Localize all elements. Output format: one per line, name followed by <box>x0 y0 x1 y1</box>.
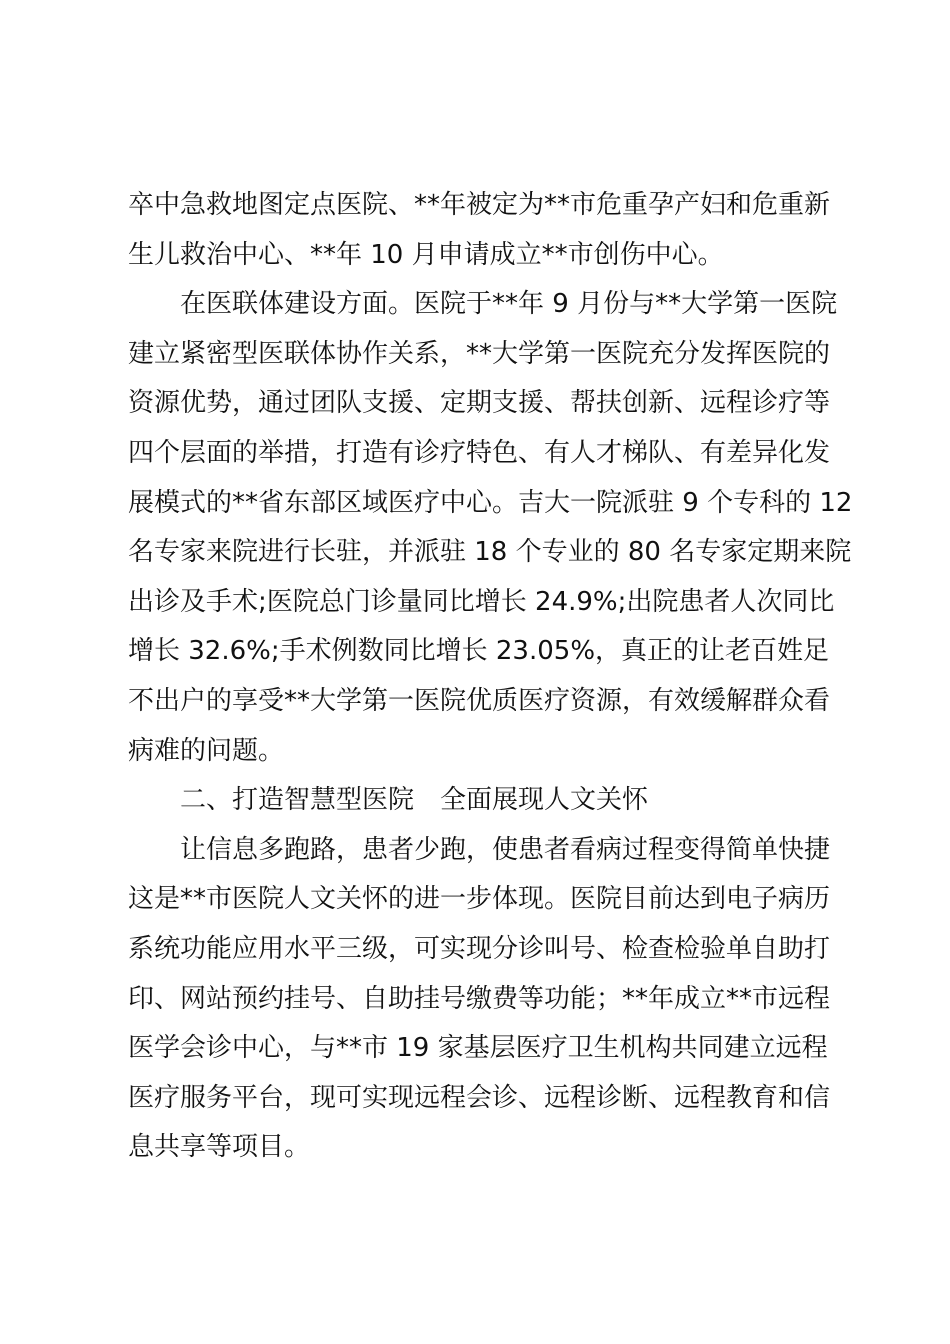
text-line: 不出户的享受**大学第一医院优质医疗资源，有效缓解群众看 <box>128 685 831 716</box>
text-line: 建立紧密型医联体协作关系，**大学第一医院充分发挥医院的 <box>128 338 831 369</box>
text-line: 展模式的**省东部区域医疗中心。吉大一院派驻 9 个专科的 12 <box>128 487 853 518</box>
text-line: 四个层面的举措，打造有诊疗特色、有人才梯队、有差异化发 <box>128 437 831 468</box>
paragraph-start-line: 让信息多跑路，患者少跑，使患者看病过程变得简单快捷 <box>180 834 831 865</box>
text-line: 病难的问题。 <box>128 735 285 766</box>
text-line: 系统功能应用水平三级，可实现分诊叫号、检查检验单自助打 <box>128 933 831 964</box>
text-line: 名专家来院进行长驻，并派驻 18 个专业的 80 名专家定期来院 <box>128 537 852 568</box>
section-heading: 二、打造智慧型医院 全面展现人文关怀 <box>180 785 649 816</box>
text-line: 出诊及手术;医院总门诊量同比增长 24.9%;出院患者人次同比 <box>128 586 835 617</box>
text-line: 生儿救治中心、**年 10 月申请成立**市创伤中心。 <box>128 239 724 270</box>
text-line: 这是**市医院人文关怀的进一步体现。医院目前达到电子病历 <box>128 884 831 915</box>
text-line: 医疗服务平台，现可实现远程会诊、远程诊断、远程教育和信 <box>128 1082 831 1113</box>
text-line: 医学会诊中心，与**市 19 家基层医疗卫生机构共同建立远程 <box>128 1033 828 1064</box>
text-line: 增长 32.6%;手术例数同比增长 23.05%，真正的让老百姓足 <box>128 636 830 667</box>
text-line: 息共享等项目。 <box>128 1132 311 1163</box>
text-line: 资源优势，通过团队支援、定期支援、帮扶创新、远程诊疗等 <box>128 388 831 419</box>
paragraph-start-line: 在医联体建设方面。医院于**年 9 月份与**大学第一医院 <box>180 289 838 320</box>
document-body <box>128 181 853 1173</box>
text-line: 印、网站预约挂号、自助挂号缴费等功能；**年成立**市远程 <box>128 983 831 1014</box>
text-line: 卒中急救地图定点医院、**年被定为**市危重孕产妇和危重新 <box>128 190 831 220</box>
